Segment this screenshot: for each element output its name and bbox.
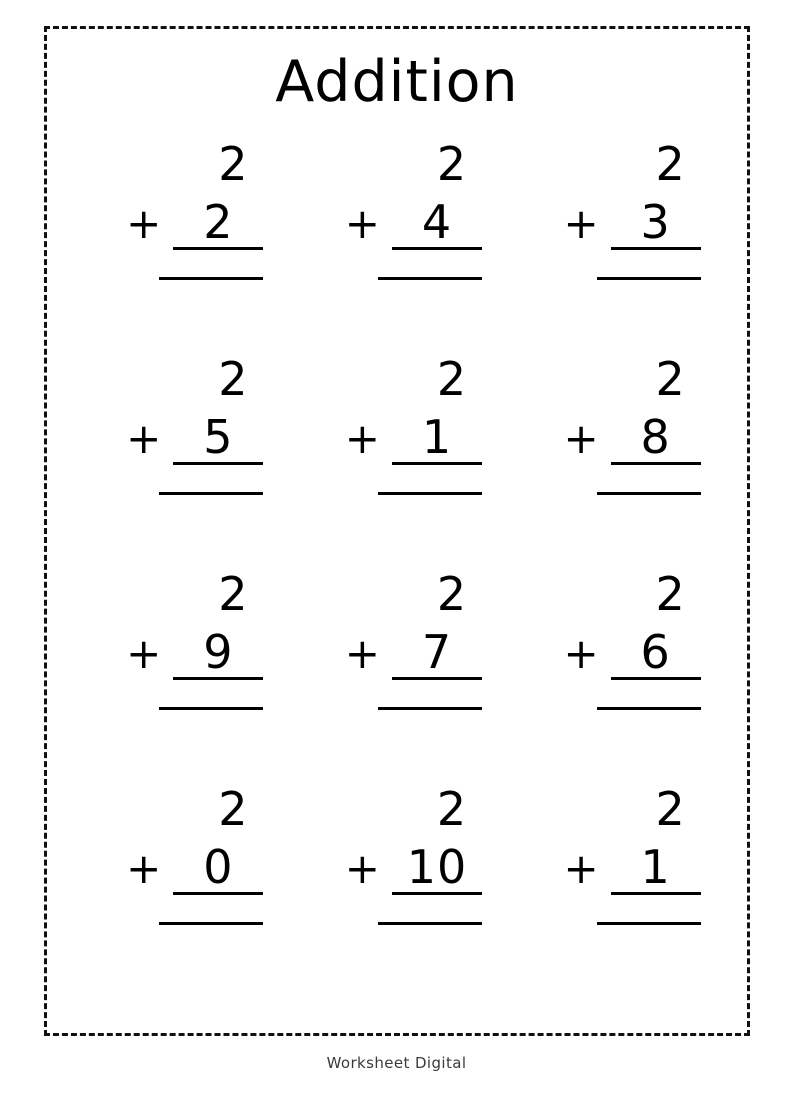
plus-sign: + — [563, 198, 599, 248]
addend-top: 2 — [655, 351, 686, 406]
page-title: Addition — [275, 49, 519, 115]
addend-bottom: 6 — [640, 624, 671, 679]
worksheet-border — [44, 26, 750, 1036]
addend-bottom-box — [173, 839, 263, 895]
problem-item — [506, 565, 725, 772]
answer-line[interactable] — [159, 707, 263, 710]
addend-top: 2 — [655, 136, 686, 191]
answer-line[interactable] — [597, 492, 701, 495]
problem-item — [506, 780, 725, 987]
addend-bottom-box — [611, 409, 701, 465]
addend-bottom-box — [173, 409, 263, 465]
addend-top: 2 — [218, 136, 249, 191]
addend-bottom: 1 — [640, 839, 671, 894]
addend-bottom-box — [611, 624, 701, 680]
addend-top: 2 — [436, 351, 468, 406]
addend-bottom-box — [611, 194, 701, 250]
addend-bottom-box — [392, 409, 482, 465]
problem-grid — [69, 131, 725, 987]
plus-sign: + — [126, 413, 162, 463]
plus-sign: + — [126, 628, 162, 678]
addend-top: 2 — [218, 351, 249, 406]
plus-sign: + — [344, 628, 380, 678]
answer-line[interactable] — [378, 922, 482, 925]
problem-item — [288, 350, 507, 557]
plus-sign: + — [563, 843, 599, 893]
problem-item — [288, 780, 507, 987]
addend-bottom: 3 — [640, 194, 671, 249]
problem-item — [288, 135, 507, 342]
plus-sign: + — [344, 198, 380, 248]
problem-item — [506, 350, 725, 557]
addend-bottom-box — [173, 624, 263, 680]
addend-bottom-box — [173, 194, 263, 250]
addend-bottom: 10 — [406, 839, 468, 894]
addend-bottom: 7 — [421, 624, 453, 679]
footer-credit: Worksheet Digital — [326, 1054, 467, 1072]
worksheet-content — [47, 29, 747, 1033]
addend-bottom-box — [392, 194, 482, 250]
answer-line[interactable] — [597, 922, 701, 925]
addend-top: 2 — [655, 781, 686, 836]
addend-bottom: 2 — [203, 194, 234, 249]
answer-line[interactable] — [159, 277, 263, 280]
addend-bottom: 1 — [421, 409, 453, 464]
problem-item — [69, 350, 288, 557]
addend-bottom: 5 — [203, 409, 234, 464]
addend-bottom: 0 — [203, 839, 234, 894]
problem-item — [69, 135, 288, 342]
addend-bottom-box — [392, 839, 482, 895]
addend-top: 2 — [218, 566, 249, 621]
answer-line[interactable] — [378, 707, 482, 710]
plus-sign: + — [563, 413, 599, 463]
addend-top: 2 — [436, 566, 468, 621]
problem-item — [69, 780, 288, 987]
problem-item — [288, 565, 507, 772]
addend-bottom-box — [392, 624, 482, 680]
addend-top: 2 — [655, 566, 686, 621]
problem-item — [69, 565, 288, 772]
addend-top: 2 — [436, 781, 468, 836]
plus-sign: + — [126, 198, 162, 248]
addend-top: 2 — [436, 136, 468, 191]
addend-bottom: 9 — [203, 624, 234, 679]
addend-bottom: 4 — [421, 194, 453, 249]
addend-bottom: 8 — [640, 409, 671, 464]
problem-item — [506, 135, 725, 342]
answer-line[interactable] — [597, 277, 701, 280]
answer-line[interactable] — [597, 707, 701, 710]
plus-sign: + — [344, 413, 380, 463]
answer-line[interactable] — [159, 492, 263, 495]
addend-bottom-box — [611, 839, 701, 895]
answer-line[interactable] — [159, 922, 263, 925]
plus-sign: + — [563, 628, 599, 678]
plus-sign: + — [126, 843, 162, 893]
plus-sign: + — [344, 843, 380, 893]
answer-line[interactable] — [378, 492, 482, 495]
addend-top: 2 — [218, 781, 249, 836]
answer-line[interactable] — [378, 277, 482, 280]
